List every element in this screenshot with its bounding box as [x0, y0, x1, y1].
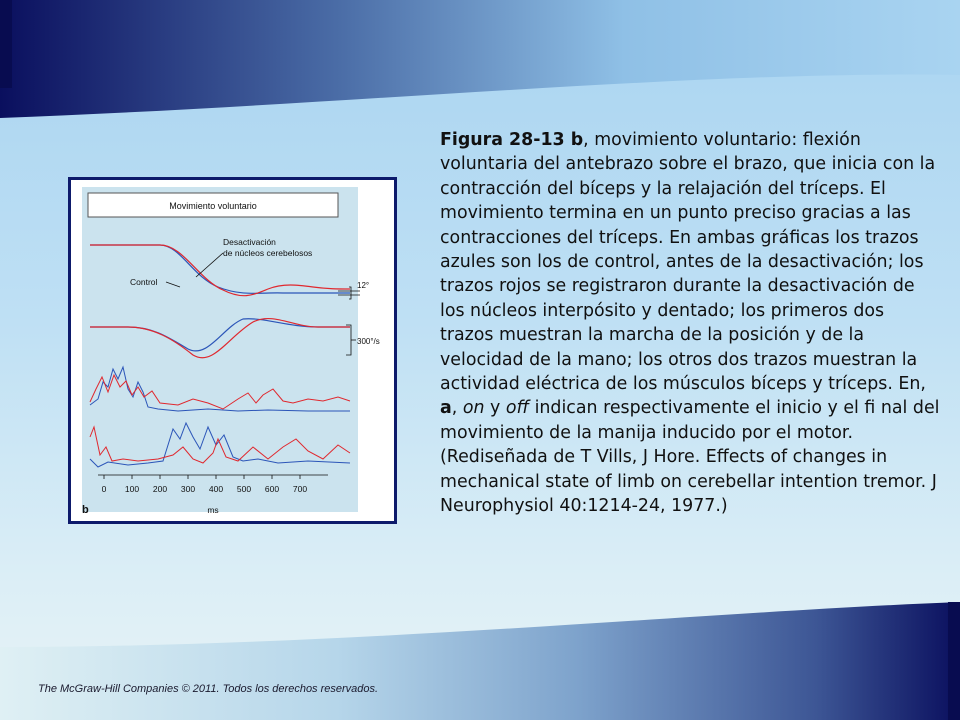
x-tick-label: 200	[152, 484, 168, 494]
x-tick-label: 300	[180, 484, 196, 494]
caption-text-3: y	[484, 398, 506, 419]
x-tick-label: 100	[124, 484, 140, 494]
caption-text-4: indican respectivamente el inicio y el fi nal del movimiento de la manija inducido por el motor. (Rediseñada de T Vills, J Hore. Effects of changes in mechanical state of limb on cerebellar intention tremor. J Neurophysiol 40:1214-24, 1977.)	[440, 398, 940, 517]
x-tick-label: 600	[264, 484, 280, 494]
caption-off-label: off	[505, 398, 530, 419]
label-deactivation-1: Desactivación	[223, 237, 276, 247]
panel-letter: b	[82, 504, 89, 516]
caption-text-2: ,	[451, 398, 463, 419]
x-tick-label: 0	[101, 484, 107, 494]
x-tick-label: 500	[236, 484, 252, 494]
label-deactivation-2: de núcleos cerebelosos	[223, 248, 313, 258]
scale-label-velocity: 300°/s	[357, 337, 380, 346]
label-control: Control	[130, 277, 158, 287]
figure-title: Movimiento voluntario	[169, 201, 257, 211]
caption-on-label: on	[462, 398, 485, 419]
x-axis-unit: ms	[207, 505, 219, 515]
x-tick-label: 700	[292, 484, 308, 494]
top-gradient-band	[0, 0, 960, 118]
caption-a-label: a	[440, 398, 452, 419]
caption-figure-label: Figura 28-13 b	[440, 130, 584, 150]
bottom-gradient-band	[0, 602, 960, 720]
caption-text-1: , movimiento voluntario: flexión voluntaria del antebrazo sobre el brazo, que inicia con la contracción del bíceps y la relajación del tríceps. El movimiento termina en un punto preciso gracias a las contracciones del tríceps. En ambas gráficas los trazos azules son los de control, antes de la desactivación; los trazos rojos se registraron durante la desactivación de los núcleos interpósito y dentado; los primeros dos trazos muestran la marcha de la posición y de la velocidad de la mano; los otros dos trazos muestran la actividad eléctrica de los músculos bíceps y tríceps. En,	[440, 130, 936, 395]
footer-copyright: The McGraw-Hill Companies © 2011. Todos los derechos reservados.	[38, 683, 379, 695]
figure-caption	[440, 128, 940, 519]
x-tick-label: 400	[208, 484, 224, 494]
figure-panel	[68, 177, 397, 524]
scale-label-position: 12°	[357, 281, 370, 290]
